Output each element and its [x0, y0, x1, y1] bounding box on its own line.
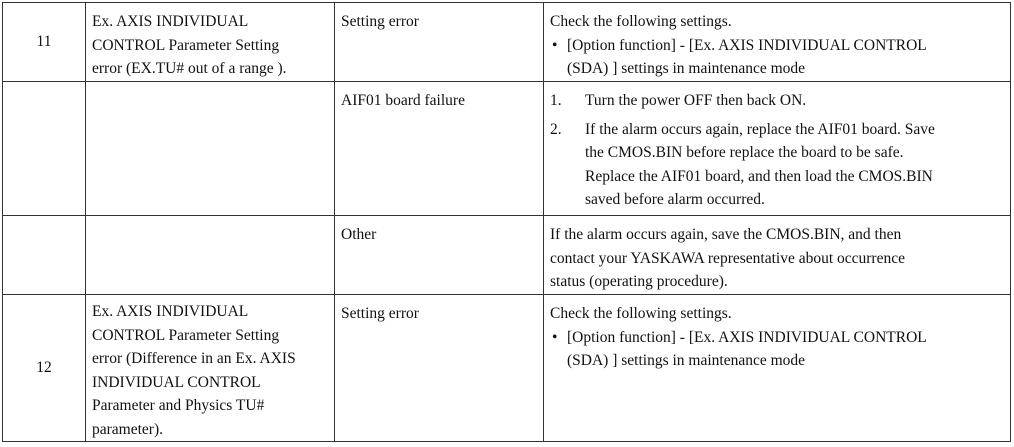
alarm-content-cell: [86, 3, 335, 82]
remedy-bullet-text: [Option function] - [Ex. AXIS INDIVIDUAL CONTROL: [567, 36, 927, 54]
step-text: Replace the AIF01 board, and then load the CMOS.BIN: [585, 167, 933, 185]
remedy-intro: Check the following settings.: [550, 13, 732, 30]
cause-cell: [335, 82, 544, 216]
content-line: CONTROL Parameter Setting: [92, 326, 280, 344]
sub-code-cell: [3, 216, 86, 295]
bullet-icon: •: [552, 328, 558, 346]
remedy-bullet-item: [550, 34, 1004, 58]
cause-text: Setting error: [341, 13, 419, 30]
remedy-text: If the alarm occurs again, save the CMOS.BIN, and then: [550, 226, 902, 243]
cause-cell: [335, 3, 544, 82]
remedy-text: status (operating procedure).: [550, 273, 728, 290]
bullet-icon: •: [552, 36, 558, 54]
content-line: error (Difference in an Ex. AXIS: [92, 350, 296, 367]
remedy-text: contact your YASKAWA representative about occurrence: [550, 249, 905, 267]
sub-code-cell: [3, 3, 86, 82]
table-row: [3, 82, 1011, 216]
sub-code-cell: [3, 295, 86, 442]
alarm-content-cell: [86, 295, 335, 442]
content-line: Ex. AXIS INDIVIDUAL: [92, 303, 249, 320]
sub-code: 12: [36, 359, 52, 377]
remedy-cell: [544, 295, 1011, 442]
cause-text: AIF01 board failure: [341, 92, 465, 109]
cause-cell: [335, 295, 544, 442]
remedy-intro: Check the following settings.: [550, 305, 732, 322]
table-row: [3, 3, 1011, 82]
step-text: Turn the power OFF then back ON.: [585, 92, 807, 109]
remedy-step: [550, 89, 1004, 113]
cause-text: Setting error: [341, 305, 419, 322]
remedy-bullet-text: (SDA) ] settings in maintenance mode: [567, 60, 806, 77]
sub-code-cell: [3, 82, 86, 216]
step-text: saved before alarm occurred.: [585, 191, 765, 208]
remedy-bullet-text: [Option function] - [Ex. AXIS INDIVIDUAL CONTROL: [567, 328, 927, 346]
content-line: CONTROL Parameter Setting: [92, 36, 280, 54]
remedy-cell: [544, 216, 1011, 295]
content-line: INDIVIDUAL CONTROL: [92, 373, 261, 391]
remedy-cell: [544, 82, 1011, 216]
remedy-bullet-item: [550, 326, 1004, 350]
table-row: [3, 216, 1011, 295]
remedy-bullet-text: (SDA) ] settings in maintenance mode: [567, 352, 806, 369]
remedy-cell: [544, 3, 1011, 82]
alarm-table: [2, 2, 1011, 442]
step-text: the CMOS.BIN before replace the board to be safe.: [585, 144, 904, 161]
alarm-content-cell: [86, 82, 335, 216]
step-number: 2.: [550, 120, 562, 138]
content-line: Ex. AXIS INDIVIDUAL: [92, 13, 249, 30]
alarm-content-cell: [86, 216, 335, 295]
cause-text: Other: [341, 226, 377, 243]
remedy-step: [550, 118, 1004, 212]
cause-cell: [335, 216, 544, 295]
table-row: [3, 295, 1011, 442]
content-line: Parameter and Physics TU#: [92, 397, 265, 414]
content-line: error (EX.TU# out of a range ).: [92, 60, 287, 77]
step-text: If the alarm occurs again, replace the AIF01 board. Save: [585, 120, 935, 138]
content-line: parameter).: [92, 420, 163, 438]
step-number: 1.: [550, 92, 562, 109]
sub-code: 11: [36, 33, 52, 51]
